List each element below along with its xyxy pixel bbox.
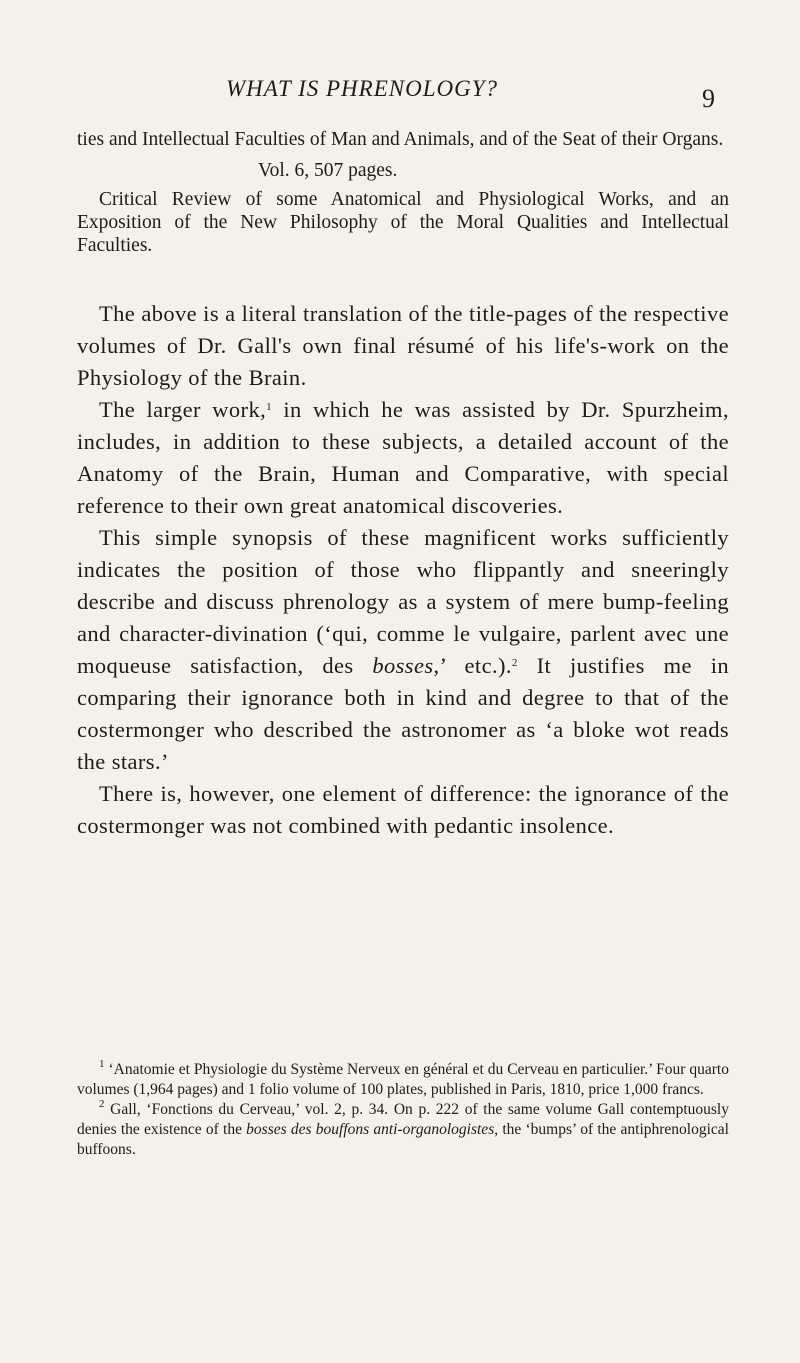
footnote-2 bbox=[77, 1100, 729, 1160]
paragraph-4: There is, however, one element of difference: the ignorance of the costermonger was not combined with pedantic insolence. bbox=[77, 781, 729, 838]
review-text: Critical Review of some Anatomical and Physiological Works, and an Exposition of the New Philosophy of the Moral Qualities and Intellectual Faculties. bbox=[77, 189, 729, 256]
footnote-2-start: Gall, ‘Fonctions du Cerveau,’ vol. 2, p. 34. On p. 222 of the same volume Gall contemptuously denies the existence of the bbox=[77, 1101, 729, 1138]
paragraph-1: The above is a literal translation of the title-pages of the respective volumes of Dr. Gall's own final résumé of his life's-work on the Physiology of the Brain. bbox=[77, 301, 729, 390]
title-page-excerpt bbox=[77, 128, 729, 257]
footnote-1-text: ‘Anatomie et Physiologie du Système Nerveux en général et du Cerveau en particulier.’ Four quarto volumes (1,964 pages) and 1 folio volume of 100 plates, published in Paris, 1810, price 1,000 francs. bbox=[77, 1061, 729, 1098]
footnote-2-italic: bosses des bouffons anti-organologistes bbox=[246, 1121, 495, 1138]
footnote-ref-2: 2 bbox=[511, 657, 518, 669]
footnote-2-rest: , the ‘bumps’ of the antiphrenological buffoons. bbox=[77, 1121, 729, 1158]
paragraph-3-start: This simple synopsis of these magnificent works sufficiently indicates the position of those who flippantly and sneeringly describe and discuss phrenology as a system of mere bump-feeling and character-divination (‘qui, comme le vulgaire, parlent avec une moqueuse satisfaction, des bbox=[77, 525, 729, 678]
footnote-2-mark: 2 bbox=[99, 1098, 105, 1110]
italic-bosses: bosses bbox=[372, 653, 434, 678]
footnotes bbox=[77, 1060, 729, 1160]
running-title: WHAT IS PHRENOLOGY? bbox=[226, 76, 499, 101]
paragraph-3-rest: It justifies me in comparing their ignorance both in kind and degree to that of the costermonger who described the astronomer as ‘a bloke wot reads the stars.’ bbox=[77, 653, 729, 774]
footnote-ref-1: 1 bbox=[266, 401, 273, 413]
continuation-text: ties and Intellectual Faculties of Man and Animals, and of the Seat of their Organs. bbox=[77, 129, 724, 150]
paragraph-2-rest: in which he was assisted by Dr. Spurzheim, includes, in addition to these subjects, a detailed account of the Anatomy of the Brain, Human and Comparative, with special reference to their own great anatomical discoveries. bbox=[77, 397, 729, 518]
volume-line: Vol. 6, 507 pages. bbox=[258, 160, 398, 181]
footnote-1 bbox=[77, 1060, 729, 1100]
paragraph-2-start: The larger work, bbox=[99, 397, 267, 422]
main-text bbox=[77, 298, 729, 842]
paragraph-3-mid: ,’ etc.). bbox=[433, 653, 512, 678]
running-head bbox=[0, 76, 800, 113]
paragraph-2 bbox=[77, 394, 729, 522]
page-number: 9 bbox=[702, 84, 715, 113]
paragraph-3 bbox=[77, 522, 729, 778]
footnote-1-mark: 1 bbox=[99, 1058, 105, 1070]
